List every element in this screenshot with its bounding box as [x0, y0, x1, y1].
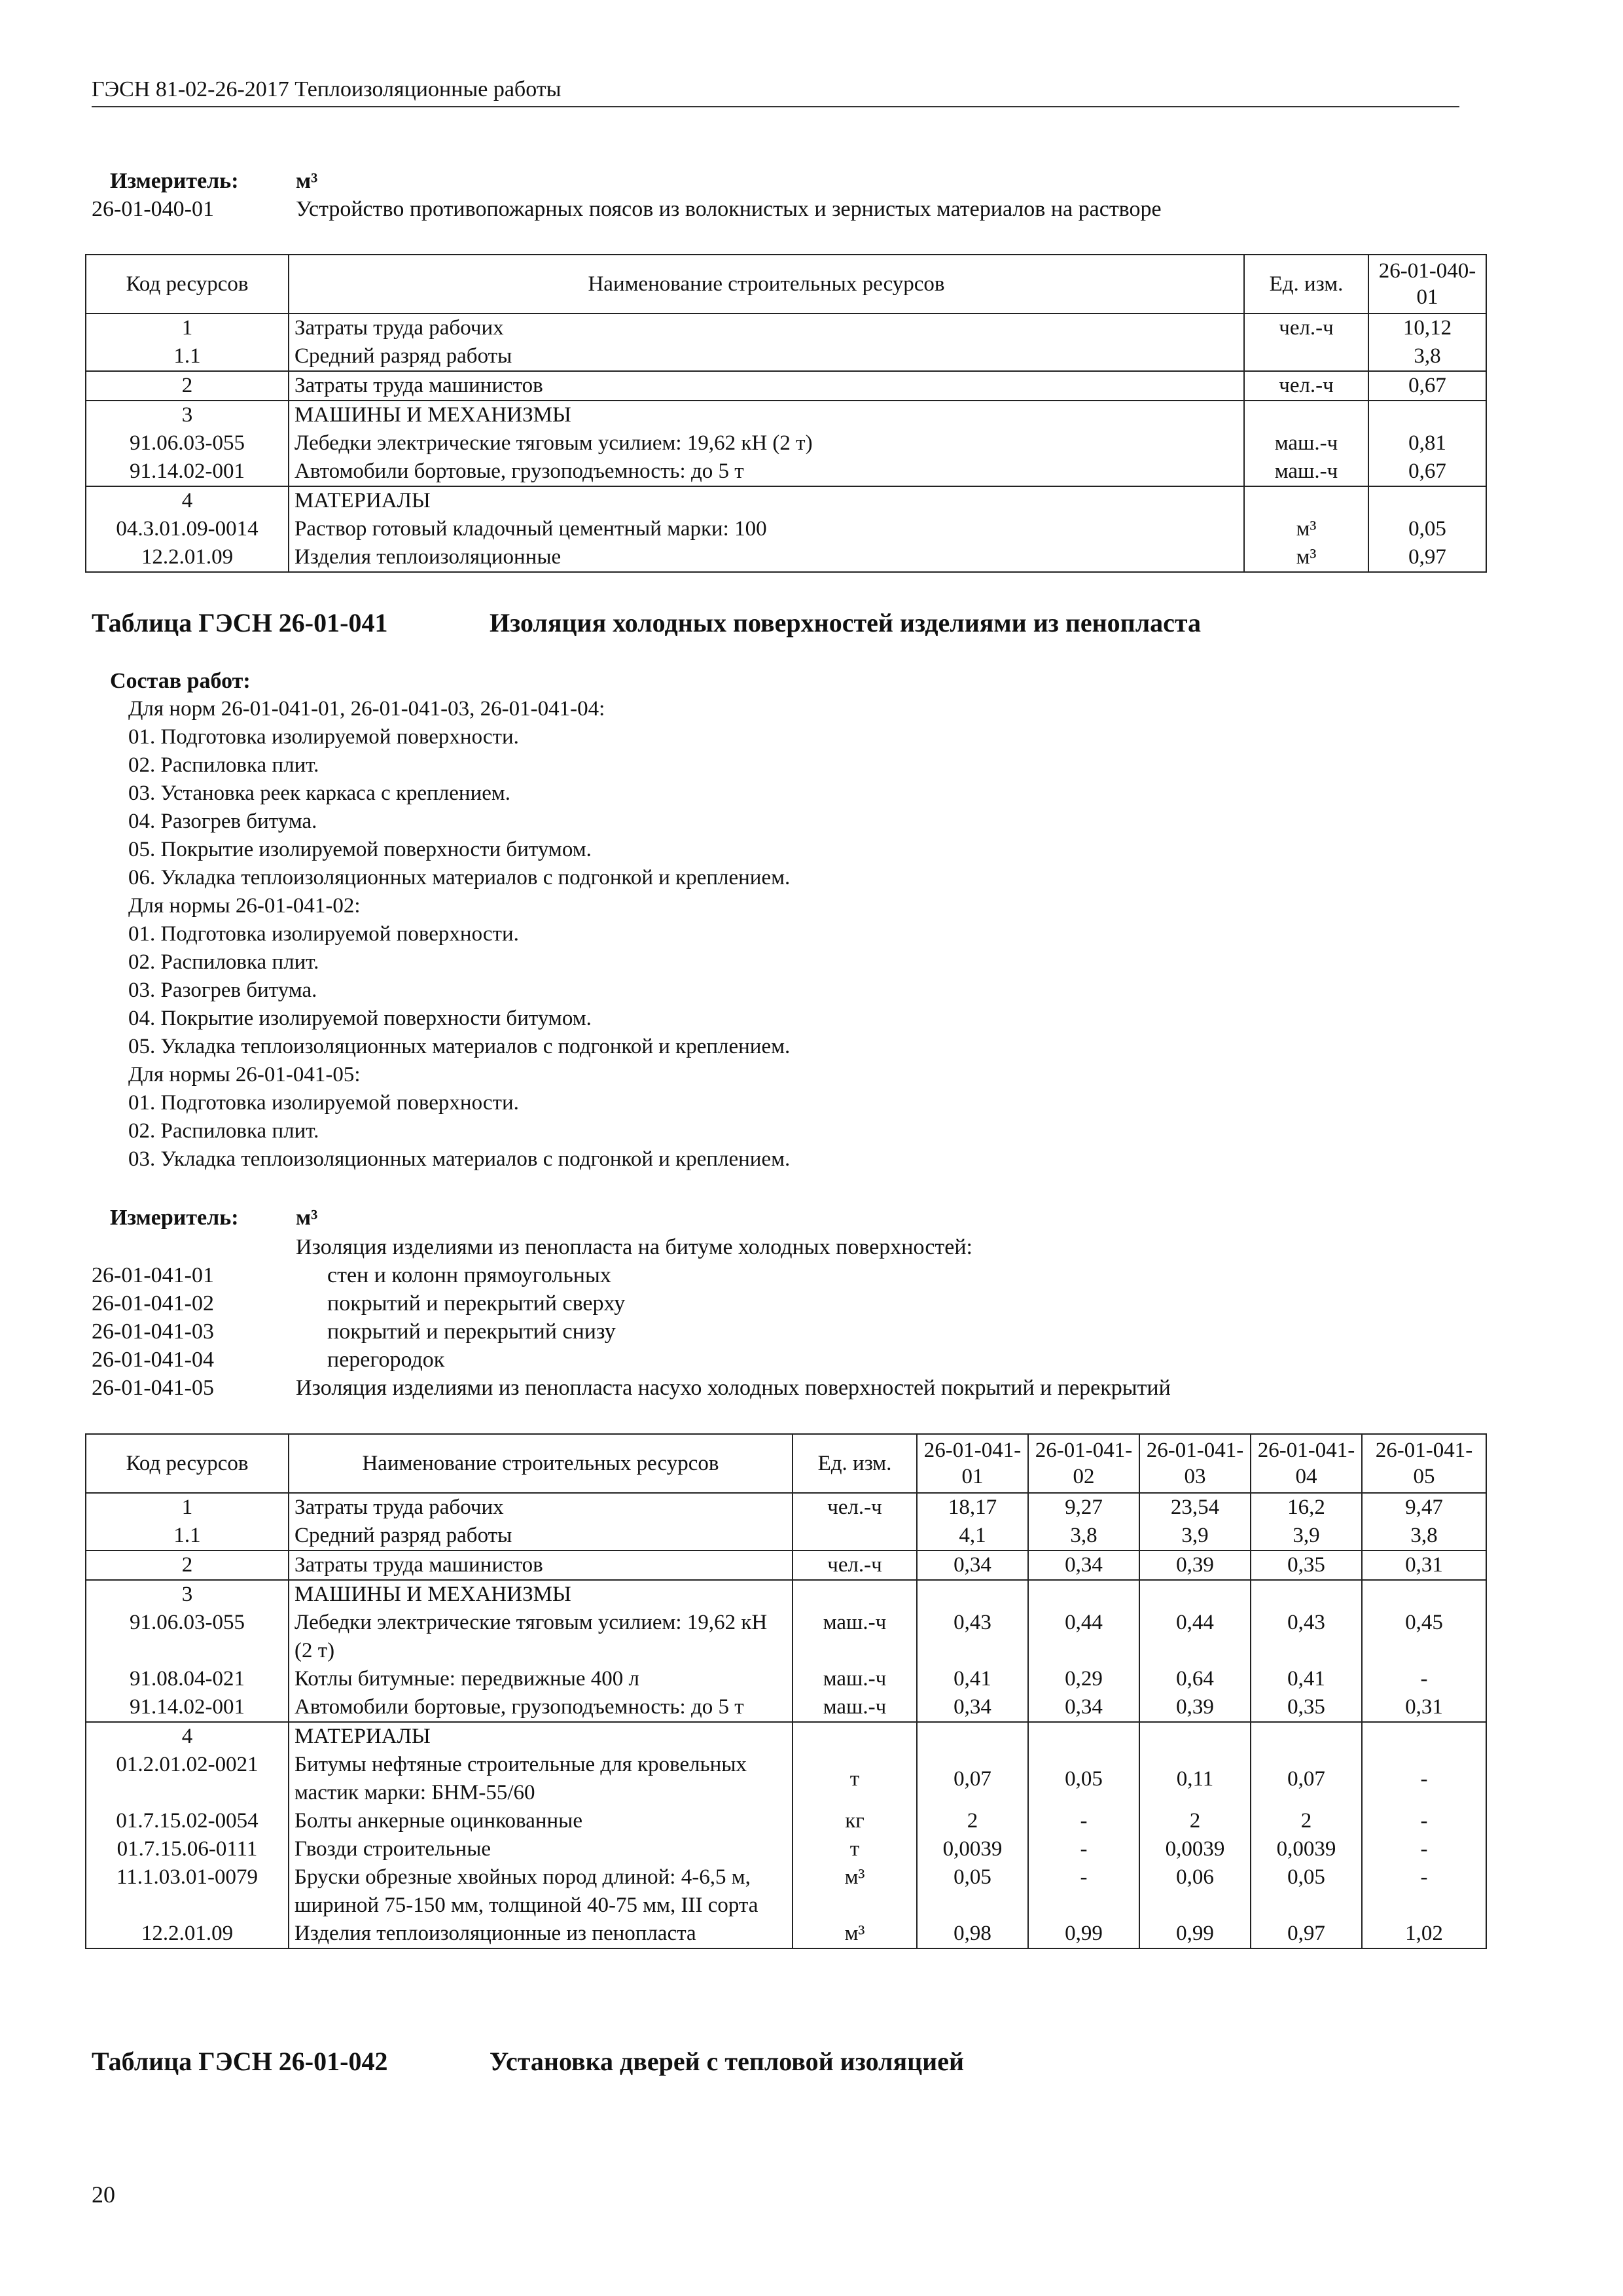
cell-value — [1368, 401, 1486, 429]
composition-line: 02. Распиловка плит. — [128, 950, 319, 974]
cell-unit: чел.-ч — [1244, 314, 1368, 342]
composition-line: 02. Распиловка плит. — [128, 753, 319, 777]
cell-value: 0,35 — [1251, 1693, 1362, 1722]
table-row — [86, 1807, 1486, 1835]
cell-value: - — [1362, 1665, 1486, 1693]
composition-line: 03. Установка реек каркаса с креплением. — [128, 781, 511, 805]
cell-value: 0,34 — [917, 1551, 1028, 1580]
col-header-norm: 26-01-041-01 — [917, 1434, 1028, 1493]
table-row — [86, 457, 1486, 486]
cell-code: 91.08.04-021 — [86, 1665, 289, 1693]
cell-value — [1362, 1580, 1486, 1609]
cell-value: 0,99 — [1028, 1920, 1139, 1948]
cell-code: 91.06.03-055 — [86, 1609, 289, 1665]
cell-code: 04.3.01.09-0014 — [86, 515, 289, 543]
cell-code: 1.1 — [86, 342, 289, 371]
cell-value: 0,97 — [1251, 1920, 1362, 1948]
cell-value: 0,34 — [1028, 1551, 1139, 1580]
cell-value: 0,06 — [1139, 1863, 1251, 1920]
cell-code: 01.7.15.06-0111 — [86, 1835, 289, 1863]
composition-line: 03. Разогрев битума. — [128, 978, 317, 1002]
cell-value: 0,05 — [1368, 515, 1486, 543]
cell-code: 12.2.01.09 — [86, 1920, 289, 1948]
table-row — [86, 1863, 1486, 1920]
cell-value: 0,43 — [917, 1609, 1028, 1665]
table-row — [86, 515, 1486, 543]
table-row — [86, 1522, 1486, 1551]
cell-value — [1028, 1722, 1139, 1751]
col-header-unit: Ед. изм. — [1244, 255, 1368, 314]
cell-value: 0,07 — [917, 1751, 1028, 1807]
cell-value: 0,67 — [1368, 371, 1486, 401]
cell-value: 0,45 — [1362, 1609, 1486, 1665]
cell-value: 0,64 — [1139, 1665, 1251, 1693]
norm-code: 26-01-041-04 — [92, 1348, 214, 1372]
norm-code: 26-01-041-02 — [92, 1291, 214, 1316]
table-row — [86, 314, 1486, 342]
cell-value: 0,97 — [1368, 543, 1486, 572]
cell-code: 3 — [86, 401, 289, 429]
cell-code: 91.06.03-055 — [86, 429, 289, 457]
cell-name: Лебедки электрические тяговым усилием: 19,62 кН (2 т) — [289, 1609, 793, 1665]
cell-value — [917, 1580, 1028, 1609]
measure-label: Измеритель: — [110, 1206, 239, 1230]
cell-code: 1 — [86, 314, 289, 342]
norm-item-text: перегородок — [327, 1348, 445, 1372]
cell-code: 91.14.02-001 — [86, 457, 289, 486]
cell-value: - — [1028, 1835, 1139, 1863]
col-header-unit: Ед. изм. — [793, 1434, 917, 1493]
norm-item-text: покрытий и перекрытий сверху — [327, 1291, 626, 1316]
composition-line: 05. Укладка теплоизоляционных материалов с подгонкой и креплением. — [128, 1035, 791, 1058]
cell-value: 0,0039 — [917, 1835, 1028, 1863]
table-title-name: Установка дверей с тепловой изоляцией — [490, 2047, 965, 2076]
measure-unit: м³ — [296, 169, 318, 193]
cell-unit: маш.-ч — [1244, 457, 1368, 486]
cell-unit: т — [793, 1751, 917, 1807]
cell-value: 0,44 — [1028, 1609, 1139, 1665]
cell-value: 0,0039 — [1251, 1835, 1362, 1863]
cell-value: 0,67 — [1368, 457, 1486, 486]
cell-value: - — [1028, 1807, 1139, 1835]
cell-value — [1139, 1722, 1251, 1751]
cell-unit — [793, 1580, 917, 1609]
cell-code: 12.2.01.09 — [86, 543, 289, 572]
cell-value: 4,1 — [917, 1522, 1028, 1551]
cell-name: Средний разряд работы — [289, 1522, 793, 1551]
cell-value: 0,11 — [1139, 1751, 1251, 1807]
cell-unit: м³ — [793, 1863, 917, 1920]
resources-table-040 — [85, 254, 1487, 573]
cell-name: Затраты труда рабочих — [289, 1493, 793, 1522]
col-header-code: Код ресурсов — [86, 1434, 289, 1493]
cell-unit: чел.-ч — [793, 1493, 917, 1522]
cell-value: 0,44 — [1139, 1609, 1251, 1665]
cell-value: 2 — [917, 1807, 1028, 1835]
cell-unit: т — [793, 1835, 917, 1863]
cell-value: 10,12 — [1368, 314, 1486, 342]
table-row — [86, 1751, 1486, 1807]
composition-line: 04. Покрытие изолируемой поверхности битумом. — [128, 1007, 592, 1030]
composition-line: Для нормы 26-01-041-02: — [128, 894, 361, 918]
col-header-norm: 26-01-040-01 — [1368, 255, 1486, 314]
cell-value: 0,34 — [1028, 1693, 1139, 1722]
table-row — [86, 342, 1486, 371]
norm-code: 26-01-040-01 — [92, 197, 214, 221]
cell-code: 01.7.15.02-0054 — [86, 1807, 289, 1835]
cell-unit: маш.-ч — [1244, 429, 1368, 457]
norm-item-text: стен и колонн прямоугольных — [327, 1263, 611, 1287]
cell-value — [1251, 1722, 1362, 1751]
cell-value: - — [1362, 1863, 1486, 1920]
table-row — [86, 1609, 1486, 1665]
cell-name: Затраты труда машинистов — [289, 371, 1244, 401]
norm-description: Устройство противопожарных поясов из волокнистых и зернистых материалов на растворе — [296, 197, 1162, 221]
cell-value: 0,99 — [1139, 1920, 1251, 1948]
cell-value: 0,35 — [1251, 1551, 1362, 1580]
cell-value: 3,8 — [1028, 1522, 1139, 1551]
cell-value: - — [1028, 1863, 1139, 1920]
cell-code: 91.14.02-001 — [86, 1693, 289, 1722]
cell-name: Изделия теплоизоляционные — [289, 543, 1244, 572]
cell-code: 2 — [86, 1551, 289, 1580]
cell-name: МАШИНЫ И МЕХАНИЗМЫ — [289, 1580, 793, 1609]
table-row — [86, 1580, 1486, 1609]
cell-value: 0,07 — [1251, 1751, 1362, 1807]
composition-line: 01. Подготовка изолируемой поверхности. — [128, 922, 519, 946]
cell-value: - — [1362, 1835, 1486, 1863]
composition-line: 02. Распиловка плит. — [128, 1119, 319, 1143]
cell-value — [1028, 1580, 1139, 1609]
cell-value: 23,54 — [1139, 1493, 1251, 1522]
cell-value: 0,98 — [917, 1920, 1028, 1948]
cell-unit — [1244, 342, 1368, 371]
cell-value: 0,41 — [1251, 1665, 1362, 1693]
cell-value: 0,81 — [1368, 429, 1486, 457]
cell-value — [1251, 1580, 1362, 1609]
cell-value: 3,8 — [1368, 342, 1486, 371]
cell-value: 9,27 — [1028, 1493, 1139, 1522]
cell-name: МАШИНЫ И МЕХАНИЗМЫ — [289, 401, 1244, 429]
table-row — [86, 1693, 1486, 1722]
cell-value: 0,0039 — [1139, 1835, 1251, 1863]
norm-item-text: Изоляция изделиями из пенопласта насухо холодных поверхностей покрытий и перекрытий — [296, 1376, 1171, 1400]
cell-value: - — [1362, 1751, 1486, 1807]
col-header-name: Наименование строительных ресурсов — [289, 255, 1244, 314]
measure-label: Измеритель: — [110, 169, 239, 193]
cell-name: Котлы битумные: передвижные 400 л — [289, 1665, 793, 1693]
cell-unit: чел.-ч — [793, 1551, 917, 1580]
norm-code: 26-01-041-05 — [92, 1376, 214, 1400]
table-title-code: Таблица ГЭСН 26-01-042 — [92, 2047, 388, 2076]
cell-unit — [793, 1522, 917, 1551]
cell-code: 3 — [86, 1580, 289, 1609]
cell-name: Автомобили бортовые, грузоподъемность: до 5 т — [289, 457, 1244, 486]
cell-code: 1.1 — [86, 1522, 289, 1551]
cell-value: 0,31 — [1362, 1693, 1486, 1722]
cell-unit — [1244, 486, 1368, 515]
composition-line: Для нормы 26-01-041-05: — [128, 1063, 361, 1086]
table-row — [86, 1551, 1486, 1580]
table-row — [86, 429, 1486, 457]
running-header: ГЭСН 81-02-26-2017 Теплоизоляционные работы — [92, 77, 1459, 107]
table-row — [86, 543, 1486, 572]
composition-line: 04. Разогрев битума. — [128, 810, 317, 833]
cell-name: Изделия теплоизоляционные из пенопласта — [289, 1920, 793, 1948]
cell-name: Битумы нефтяные строительные для кровельных мастик марки: БНМ-55/60 — [289, 1751, 793, 1807]
table-row — [86, 371, 1486, 401]
composition-line: 01. Подготовка изолируемой поверхности. — [128, 1091, 519, 1115]
cell-value: 1,02 — [1362, 1920, 1486, 1948]
cell-name: Автомобили бортовые, грузоподъемность: до 5 т — [289, 1693, 793, 1722]
col-header-norm: 26-01-041-03 — [1139, 1434, 1251, 1493]
cell-value — [1362, 1722, 1486, 1751]
norm-item-text: покрытий и перекрытий снизу — [327, 1319, 616, 1344]
cell-unit: маш.-ч — [793, 1665, 917, 1693]
cell-value: 0,34 — [917, 1693, 1028, 1722]
cell-unit: м³ — [1244, 543, 1368, 572]
cell-unit — [793, 1722, 917, 1751]
composition-line: 03. Укладка теплоизоляционных материалов с подгонкой и креплением. — [128, 1147, 791, 1171]
cell-value: 3,8 — [1362, 1522, 1486, 1551]
cell-unit: маш.-ч — [793, 1609, 917, 1665]
table-row — [86, 1722, 1486, 1751]
table-row — [86, 401, 1486, 429]
cell-name: МАТЕРИАЛЫ — [289, 1722, 793, 1751]
cell-value: 3,9 — [1251, 1522, 1362, 1551]
cell-value — [1139, 1580, 1251, 1609]
table-row — [86, 1493, 1486, 1522]
cell-value: 0,05 — [1028, 1751, 1139, 1807]
col-header-norm: 26-01-041-05 — [1362, 1434, 1486, 1493]
measure-unit: м³ — [296, 1206, 318, 1230]
norm-code: 26-01-041-01 — [92, 1263, 214, 1287]
cell-value: 0,31 — [1362, 1551, 1486, 1580]
cell-code: 4 — [86, 486, 289, 515]
cell-code: 1 — [86, 1493, 289, 1522]
table-row — [86, 1665, 1486, 1693]
cell-value — [1368, 486, 1486, 515]
cell-unit: чел.-ч — [1244, 371, 1368, 401]
cell-value: 2 — [1139, 1807, 1251, 1835]
cell-value — [917, 1722, 1028, 1751]
cell-value: - — [1362, 1807, 1486, 1835]
composition-title: Состав работ: — [110, 669, 251, 693]
table-title-name: Изоляция холодных поверхностей изделиями из пенопласта — [490, 608, 1202, 637]
cell-value: 0,39 — [1139, 1551, 1251, 1580]
composition-line: 01. Подготовка изолируемой поверхности. — [128, 725, 519, 749]
resources-table-041 — [85, 1433, 1487, 1949]
cell-value: 0,05 — [1251, 1863, 1362, 1920]
composition-list — [128, 695, 790, 1174]
cell-code: 11.1.03.01-0079 — [86, 1863, 289, 1920]
cell-name: Гвозди строительные — [289, 1835, 793, 1863]
cell-name: Затраты труда машинистов — [289, 1551, 793, 1580]
table-row — [86, 486, 1486, 515]
cell-value: 0,39 — [1139, 1693, 1251, 1722]
col-header-norm: 26-01-041-04 — [1251, 1434, 1362, 1493]
cell-name: Затраты труда рабочих — [289, 314, 1244, 342]
cell-name: МАТЕРИАЛЫ — [289, 486, 1244, 515]
composition-line: Для норм 26-01-041-01, 26-01-041-03, 26-01-041-04: — [128, 697, 605, 721]
norm-code: 26-01-041-03 — [92, 1319, 214, 1344]
col-header-norm: 26-01-041-02 — [1028, 1434, 1139, 1493]
cell-unit: кг — [793, 1807, 917, 1835]
composition-line: 06. Укладка теплоизоляционных материалов с подгонкой и креплением. — [128, 866, 791, 889]
col-header-code: Код ресурсов — [86, 255, 289, 314]
cell-code: 2 — [86, 371, 289, 401]
cell-value: 3,9 — [1139, 1522, 1251, 1551]
cell-value: 0,43 — [1251, 1609, 1362, 1665]
cell-unit: м³ — [1244, 515, 1368, 543]
composition-line: 05. Покрытие изолируемой поверхности битумом. — [128, 838, 592, 861]
cell-value: 2 — [1251, 1807, 1362, 1835]
cell-value: 0,29 — [1028, 1665, 1139, 1693]
cell-name: Бруски обрезные хвойных пород длиной: 4-6,5 м, шириной 75-150 мм, толщиной 40-75 мм, III сорта — [289, 1863, 793, 1920]
cell-code: 4 — [86, 1722, 289, 1751]
page-number: 20 — [92, 2181, 115, 2208]
cell-unit — [1244, 401, 1368, 429]
norm-intro: Изоляция изделиями из пенопласта на битуме холодных поверхностей: — [296, 1235, 972, 1259]
cell-value: 9,47 — [1362, 1493, 1486, 1522]
cell-name: Средний разряд работы — [289, 342, 1244, 371]
cell-value: 0,05 — [917, 1863, 1028, 1920]
cell-name: Раствор готовый кладочный цементный марки: 100 — [289, 515, 1244, 543]
col-header-name: Наименование строительных ресурсов — [289, 1434, 793, 1493]
cell-code: 01.2.01.02-0021 — [86, 1751, 289, 1807]
cell-unit: м³ — [793, 1920, 917, 1948]
cell-name: Болты анкерные оцинкованные — [289, 1807, 793, 1835]
cell-value: 0,41 — [917, 1665, 1028, 1693]
table-row — [86, 1835, 1486, 1863]
cell-name: Лебедки электрические тяговым усилием: 19,62 кН (2 т) — [289, 429, 1244, 457]
table-row — [86, 1920, 1486, 1948]
table-title-code: Таблица ГЭСН 26-01-041 — [92, 608, 388, 637]
cell-value: 16,2 — [1251, 1493, 1362, 1522]
cell-unit: маш.-ч — [793, 1693, 917, 1722]
cell-value: 18,17 — [917, 1493, 1028, 1522]
